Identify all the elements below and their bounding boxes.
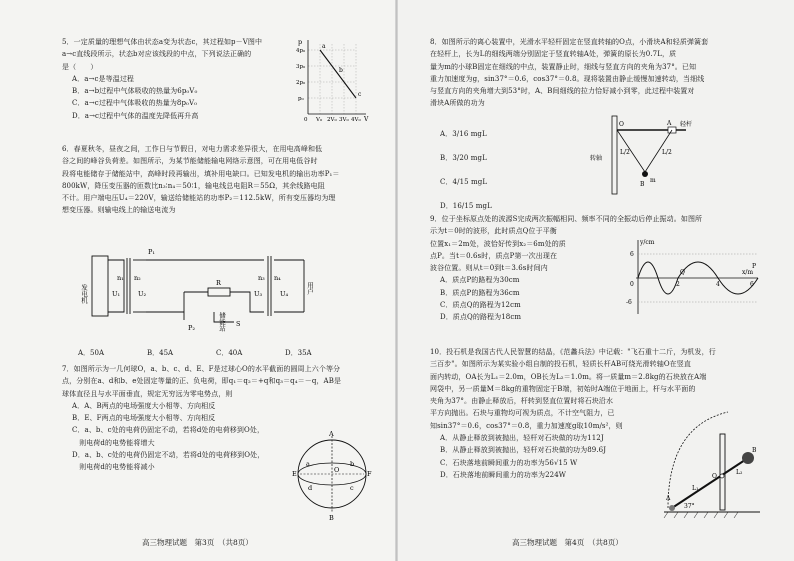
q10-line: 三百步"。如图所示为某实验小组自制的投石机，轻质长杆AB可绕光滑转轴O在竖直 <box>430 360 691 369</box>
q5-line: a→c直线段所示，状态b对应该线段的中点，下列说法正确的 <box>62 50 252 59</box>
point-label: O <box>619 121 624 128</box>
circuit-label: n₂ <box>134 274 141 282</box>
q5-line: 5．一定质量的理想气体由状态a变为状态c，其过程如p－V图中 <box>62 38 263 46</box>
sphere-label: F <box>367 470 372 478</box>
q6-line: 800kW，降压变压器的匝数比n₃∶n₄＝50∶1，输电线总电阻R＝55Ω，其余线路电阻 <box>62 181 325 190</box>
tick-label: 0 <box>630 281 634 288</box>
q7-line: 球体直径且与水平面垂直，规定无穷远为零电势点，则 <box>62 389 233 398</box>
sphere-label: b <box>350 460 355 468</box>
x-axis-label: x/m <box>742 269 754 276</box>
q6-line: 想变压器。则输电线上的输送电流为 <box>62 206 176 215</box>
q7-sphere-diagram <box>292 430 374 522</box>
q10-line: 夹角为37°。由静止释放后，杆转到竖直位置时将石块沿水 <box>430 397 614 406</box>
q7-line: 7．如图所示为一几何球O，a、b、c、d、E、F是过球心O的水平截面的圆周上六个等分 <box>62 365 341 373</box>
q7-line: 点，分别在a、d和b、e处固定等量的正、负电荷，即q₁＝q₂＝+q和q₃＝q₄＝－q，AB是 <box>62 377 342 386</box>
q5-y-label: p <box>298 38 303 46</box>
length-label: L/2 <box>662 149 672 156</box>
generator-label: 发电机 <box>80 284 88 304</box>
q5-pv-graph <box>296 36 370 122</box>
angle-label: 37° <box>684 503 695 510</box>
tick-label: 4p₀ <box>296 48 306 54</box>
storage-label: 储能站 <box>218 312 226 332</box>
right-footer: 高三物理试题 第4页 （共8页） <box>512 538 623 547</box>
q6-option-d: D．35A <box>285 349 312 357</box>
q8-options <box>440 122 540 218</box>
q10-line: 10．投石机是我国古代人民智慧的结晶，《范蠡兵法》中记载："飞石重十二斤，为机发，行 <box>430 348 716 356</box>
point-label: B <box>752 447 757 454</box>
point-label: A <box>667 120 672 127</box>
sphere-label: a <box>306 460 310 468</box>
sphere-label: d <box>308 484 313 492</box>
circuit-label: U₃ <box>254 290 263 298</box>
length-label: L₂ <box>736 469 743 476</box>
tick-label: -6 <box>626 299 632 306</box>
tick-label: 0 <box>304 117 308 123</box>
q9-line: 点P。当t＝0.6s时，质点P第一次出现在 <box>430 251 558 260</box>
y-axis-label: y/cm <box>640 239 655 246</box>
q5-option-c: C．a→c过程中气体吸收的热量为8p₀V₀ <box>72 99 198 108</box>
axle-label: 转轴 <box>590 155 603 162</box>
q6-option-a: A．50A <box>78 349 105 357</box>
circuit-label: P₂ <box>188 324 195 332</box>
q10-line: 面内转动，OA长为L₁＝2.0m，OB长为L₂＝1.0m。将一质量m＝2.8kg的石块放在A端 <box>430 372 707 381</box>
q10-option-b: B．从静止释放到被抛出，轻杆对石块做的功为89.6J <box>440 446 607 455</box>
q9-option-c: C．质点Q的路程为12cm <box>440 301 521 310</box>
q9-line: 9．位于坐标原点处的波源S完成两次振幅相同、频率不同的全振动后停止振动。如图所 <box>430 215 703 223</box>
q5-line: 是（ ） <box>62 62 98 71</box>
circuit-label: U₂ <box>138 290 147 298</box>
mass-label: m <box>650 177 656 184</box>
q5-process-line <box>320 50 356 98</box>
q7-option-d-cont: 则电荷d的电势能将减小 <box>72 463 155 472</box>
sphere-label: c <box>350 484 354 492</box>
point-label: Q <box>680 269 685 276</box>
q6-circuit-diagram <box>80 240 334 335</box>
circuit-label: R <box>216 279 221 287</box>
q8-centrifuge-diagram <box>590 114 700 196</box>
q6-line: 不计。用户端电压U₄＝220V，输送给储能站的功率P₂＝112.5kW，所有变压器均为理 <box>62 194 336 203</box>
q8-option-a: A．3/16 mgL <box>440 130 487 138</box>
point-label: P <box>752 263 757 270</box>
q8-option-b: B．3/20 mgL <box>440 154 487 162</box>
point-label: c <box>358 91 362 98</box>
q7-option-c-cont: 则电荷d的电势能将增大 <box>72 438 155 447</box>
tick-label: 6 <box>630 251 634 258</box>
q7-option-a: A．A、B两点的电场强度大小相等、方向相反 <box>72 401 216 410</box>
q5-option-b: B．a→b过程中气体吸收的热量为6p₀V₀ <box>72 87 198 96</box>
q10-line: 网袋中，另一质量M＝8kg的重物固定于B端，初始时A端位于地面上，杆与水平面的 <box>430 384 696 393</box>
sphere-label: O <box>334 466 340 474</box>
rod-label: 轻杆 <box>680 121 693 128</box>
q9-option-b: B．质点P的路程为36cm <box>440 288 520 297</box>
q8-line: 8．如图所示的离心装置中，光滑水平轻杆固定在竖直转轴的O点，小滑块A和轻质弹簧套 <box>430 38 709 46</box>
q10-line: 平方向抛出。石块与重物均可视为质点，不计空气阻力，已 <box>430 409 615 418</box>
point-label: B <box>640 181 645 188</box>
q6-line: 段将电能储存于储能站中，高峰时段再输出，填补用电缺口。已知发电机的输出功率P₁＝ <box>62 169 340 178</box>
point-label: b <box>339 67 343 74</box>
sphere-label: E <box>292 470 297 478</box>
page-fold <box>395 0 398 561</box>
q7-option-d: D．a、b、c处的电荷仍固定不动，若将d处的电荷移到O处， <box>72 451 265 460</box>
left-footer: 高三物理试题 第3页 （共8页） <box>142 538 253 547</box>
tick-label: 4V₀ <box>351 117 361 123</box>
tick-label: 3p₀ <box>296 64 306 70</box>
q10-option-d: D．石块落地前瞬间重力的功率为224W <box>440 470 567 479</box>
circuit-label: S <box>236 320 241 328</box>
circuit-label: U₁ <box>112 290 121 298</box>
q10-catapult-diagram <box>664 404 764 520</box>
q8-option-d: D．16/15 mgL <box>440 202 492 210</box>
q6-line: 谷之间的峰谷负荷差。如图所示，为某节能储能输电网络示意图，可在用电低谷时 <box>62 157 318 166</box>
tick-label: 2p₀ <box>296 80 306 86</box>
q9-option-d: D．质点Q的路程为18cm <box>440 313 522 322</box>
q10-option-c: C．石块落地前瞬间重力的功率为56√15 W <box>440 458 578 467</box>
q10-option-a: A．从静止释放到被抛出，轻杆对石块做的功为112J <box>440 434 604 443</box>
pivot-label: O <box>712 473 717 480</box>
q7-option-b: B．E、F两点的电场强度大小相等、方向相反 <box>72 414 216 423</box>
q8-line: 量为m的小球B固定在细线的中点，装置静止时，细线与竖直方向的夹角为37°。已知 <box>430 62 697 71</box>
q8-line: 重力加速度为g，sin37°＝0.6，cos37°＝0.8。现将装置由静止缓慢加速转动，当细线 <box>430 74 705 83</box>
q9-wave-graph <box>624 238 764 318</box>
q8-line: 滑块A所做的功为 <box>430 99 485 108</box>
tick-label: 2 <box>676 281 680 288</box>
tick-label: V₀ <box>316 117 323 123</box>
q5-option-a: A．a→c是等温过程 <box>72 74 135 83</box>
tick-label: 3V₀ <box>339 117 349 123</box>
q9-line: 位置x₁＝2m处，波恰好传到x₂＝6m处的质 <box>430 239 566 248</box>
tick-label: 4 <box>716 281 720 288</box>
q9-line: 示为t＝0时的波形，此时质点Q位于平衡 <box>430 227 557 236</box>
tick-label: p₀ <box>298 96 304 102</box>
q8-option-c: C．4/15 mgL <box>440 178 488 186</box>
q7-option-c: C．a、b、c处的电荷仍固定不动，若将d处的电荷移到O处， <box>72 426 265 435</box>
circuit-label: n₁ <box>117 274 124 282</box>
q9-line: 波谷位置。则从t＝0到t＝3.6s时间内 <box>430 264 548 273</box>
question-5 <box>62 36 294 122</box>
question-8 <box>430 36 752 110</box>
q6-line: 6．春夏秋冬，昼夜之间，工作日与节假日，对电力需求差异很大，在用电高峰和低 <box>62 145 323 153</box>
q8-line: 与竖直方向的夹角增大到53°时，A、B间细线的拉力恰好减小到零，此过程中装置对 <box>430 87 695 96</box>
circuit-label: U₄ <box>280 290 289 298</box>
sphere-label: B <box>329 514 334 522</box>
tick-label: V <box>364 116 369 123</box>
circuit-label: n₃ <box>258 274 265 282</box>
point-label: a <box>322 43 326 50</box>
length-label: L/2 <box>620 149 630 156</box>
q10-line: 知sin37°＝0.6，cos37°＝0.8，重力加速度g取10m/s²，则 <box>430 421 623 430</box>
q6-option-b: B．45A <box>147 349 174 357</box>
q5-option-d: D．a→c过程中气体的温度先降低再升高 <box>72 111 199 120</box>
q8-line: 在轻杆上，长为L的细线两端分别固定于竖直转轴A处，弹簧的原长为0.7L，质 <box>430 50 677 59</box>
question-6 <box>62 143 378 217</box>
sphere-label: A <box>329 430 334 438</box>
q9-option-a: A．质点P的路程为30cm <box>440 276 520 285</box>
tick-label: 6 <box>750 281 754 288</box>
circuit-label: P₁ <box>148 248 155 256</box>
length-label: L₁ <box>692 485 699 492</box>
user-label: 用户 <box>306 282 314 295</box>
point-label: A <box>666 495 671 502</box>
circuit-label: n₄ <box>274 274 281 282</box>
q6-option-c: C．40A <box>216 349 243 357</box>
tick-label: 2V₀ <box>327 117 337 123</box>
